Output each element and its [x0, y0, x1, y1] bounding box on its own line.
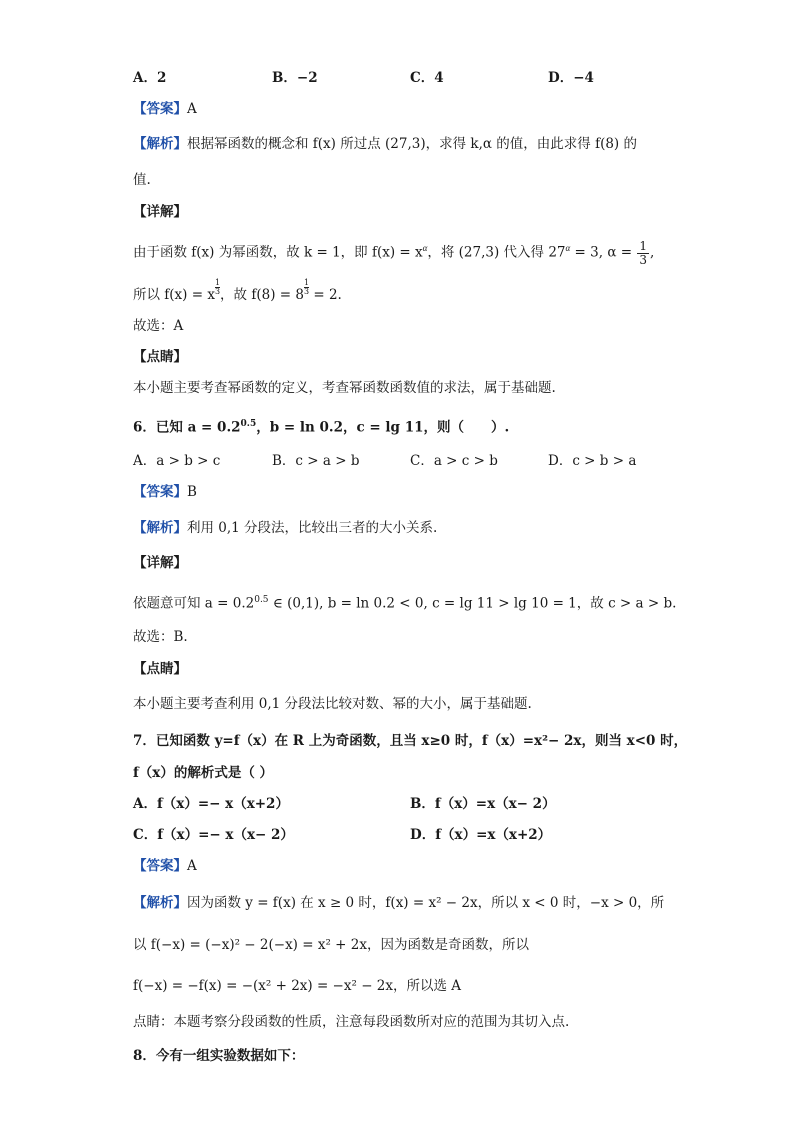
answer-tag: 【答案】 [133, 858, 187, 874]
q7-comment: 点睛：本题考察分段函数的性质，注意每段函数所对应的范围为其切入点. [133, 1014, 570, 1030]
q7-analysis-line2: 以 f(−x) = (−x)² − 2(−x) = x² + 2x，因为函数是奇函数，所以 [133, 937, 529, 953]
detail-text-c: = 2. [309, 287, 342, 303]
q6-option-a: A．a > b > c [133, 453, 221, 469]
q6-detail [133, 590, 676, 614]
fraction-denominator: 3 [214, 287, 221, 296]
q7-analysis-line1 [133, 893, 664, 913]
exponent: 0.5 [240, 419, 257, 429]
q5-answer [133, 99, 197, 119]
q6-comment: 本小题主要考查利用 0,1 分段法比较对数、幂的大小，属于基础题. [133, 696, 532, 712]
fraction-denominator: 3 [639, 252, 647, 267]
q6-option-b: B．c > a > b [272, 453, 360, 469]
q7-option-b: B．f（x）=x（x− 2） [410, 796, 556, 812]
detail-text-a: 由于函数 f(x) 为幂函数，故 k = 1，即 f(x) = x [133, 244, 423, 261]
q5-option-b: B．−2 [272, 70, 318, 86]
analysis-text: 利用 0,1 分段法，比较出三者的大小关系. [187, 520, 438, 536]
q7-answer [133, 856, 197, 876]
q5-option-a: A．2 [133, 70, 167, 86]
analysis-tag: 【解析】 [133, 520, 187, 536]
q6-analysis [133, 518, 437, 538]
q6-stem [133, 414, 509, 438]
exponent: α [422, 243, 428, 253]
q5-comment: 本小题主要考查幂函数的定义，考查幂函数函数值的求法，属于基础题. [133, 380, 556, 396]
stem-text: 6．已知 a = 0.2 [133, 419, 241, 436]
fraction-numerator: 1 [639, 238, 647, 253]
q5-analysis-line2: 值. [133, 172, 151, 188]
q5-option-d: D．−4 [548, 70, 594, 86]
detail-text-a: 依题意可知 a = 0.2 [133, 595, 255, 612]
exponent-fraction [304, 279, 309, 296]
q7-option-a: A．f（x）=− x（x+2） [133, 796, 289, 812]
fraction-denominator: 3 [303, 287, 310, 296]
answer-value: A [187, 101, 197, 117]
detail-text-b: ，将 (27,3) 代入得 27 [427, 244, 566, 261]
stem-text-rest: ，b = ln 0.2，c = lg 11，则（ ）. [256, 419, 510, 436]
fraction-numerator: 1 [303, 278, 310, 287]
q8-stem: 8．今有一组实验数据如下： [133, 1048, 305, 1064]
analysis-tag: 【解析】 [133, 895, 187, 911]
q6-comment-tag: 【点睛】 [133, 661, 187, 677]
q5-choose: 故选：A [133, 318, 184, 334]
analysis-text: 因为函数 y = f(x) 在 x ≥ 0 时，f(x) = x² − 2x，所以 x < 0 时，−x > 0，所 [187, 895, 665, 911]
answer-tag: 【答案】 [133, 484, 187, 500]
detail-text-c: = 3, α = [570, 244, 633, 261]
q7-stem-line2: f（x）的解析式是（ ） [133, 765, 274, 781]
q6-detail-tag: 【详解】 [133, 555, 187, 571]
q5-analysis-line1 [133, 134, 637, 154]
detail-text-b: ，故 f(8) = 8 [220, 287, 304, 303]
q5-option-c: C．4 [410, 70, 444, 86]
q5-detail-tag: 【详解】 [133, 204, 187, 220]
exponent: 0.5 [254, 595, 269, 605]
fraction [637, 240, 649, 267]
q7-option-d: D．f（x）=x（x+2） [410, 827, 552, 843]
q6-option-d: D．c > b > a [548, 453, 637, 469]
q7-stem-line1: 7．已知函数 y=f（x）在 R 上为奇函数，且当 x≥0 时，f（x）=x²− 2x，则当 x<0 时， [133, 733, 688, 749]
exponent-fraction [215, 279, 220, 296]
q5-detail-line1: 由于函数 f(x) 为幂函数，故 k = 1，即 $f(x) = x^\alpha$，将 (27,3) 代入得 $27^\alpha = 3$, α = $\frac{1}{3}$ , [133, 238, 655, 267]
analysis-tag: 【解析】 [133, 136, 187, 152]
detail-text-b: ∈ (0,1), b = ln 0.2 < 0, c = lg 11 > lg 10 = 1，故 c > a > b. [268, 595, 677, 612]
answer-value: B [187, 484, 197, 500]
answer-value: A [187, 858, 197, 874]
exponent: α [565, 243, 571, 253]
q6-option-c: C．a > c > b [410, 453, 498, 469]
detail-text-a: 所以 f(x) = x [133, 287, 215, 303]
answer-tag: 【答案】 [133, 101, 187, 117]
q5-detail-line2 [133, 278, 342, 305]
q7-analysis-line3: f(−x) = −f(x) = −(x² + 2x) = −x² − 2x，所以选 A [133, 978, 462, 994]
analysis-text: 根据幂函数的概念和 f(x) 所过点 (27,3)，求得 k,α 的值，由此求得 f(8) 的 [187, 136, 637, 152]
q6-choose: 故选：B. [133, 629, 188, 645]
q5-comment-tag: 【点睛】 [133, 349, 187, 365]
q7-option-c: C．f（x）=− x（x− 2） [133, 827, 294, 843]
q6-answer [133, 482, 197, 502]
fraction-numerator: 1 [214, 278, 221, 287]
